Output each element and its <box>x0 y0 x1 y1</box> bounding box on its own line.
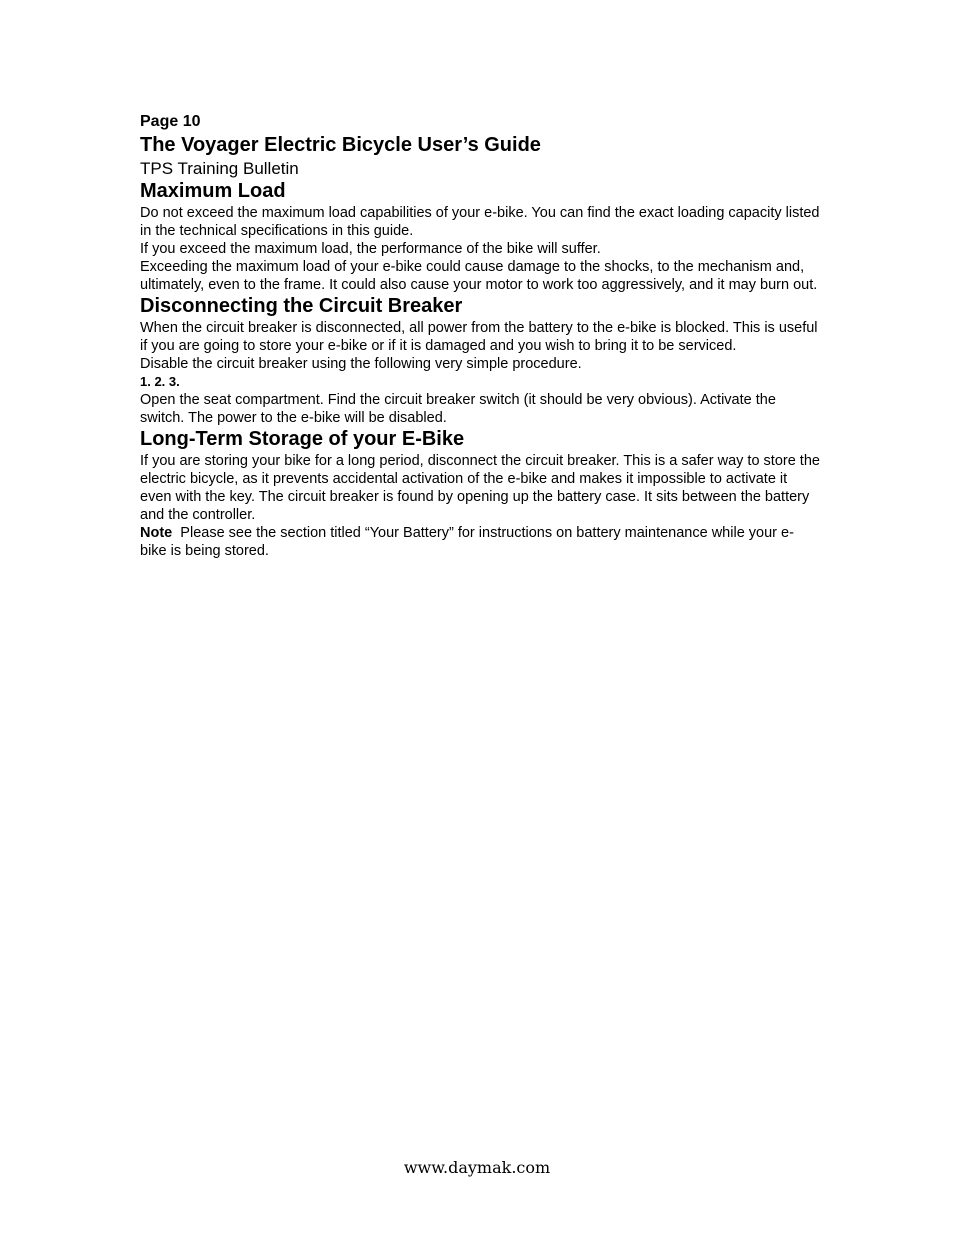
section-circuit-breaker <box>140 294 820 427</box>
section-heading: Disconnecting the Circuit Breaker <box>140 295 463 317</box>
document-subtitle: TPS Training Bulletin <box>140 159 299 178</box>
paragraph: Exceeding the maximum load of your e-bike could cause damage to the shocks, to the mechanism and, ultimately, even to the frame. It could also cause your motor to work too aggressively, and it may burn out. <box>140 259 818 293</box>
section-heading: Maximum Load <box>140 180 286 202</box>
note-text: Please see the section titled “Your Battery” for instructions on battery maintenance while your e-bike is being stored. <box>140 525 794 559</box>
section-long-term-storage <box>140 427 820 560</box>
note-paragraph <box>140 524 820 560</box>
paragraph: Disable the circuit breaker using the following very simple procedure. <box>140 356 582 372</box>
section-heading: Long-Term Storage of your E-Bike <box>140 428 465 450</box>
paragraph: Do not exceed the maximum load capabilities of your e-bike. You can find the exact loading capacity listed in the technical specifications in this guide. <box>140 205 820 239</box>
document-title: The Voyager Electric Bicycle User’s Guide <box>140 134 541 156</box>
page-number: Page 10 <box>140 113 201 130</box>
step-numbers: 1. 2. 3. <box>140 374 180 389</box>
paragraph: Open the seat compartment. Find the circuit breaker switch (it should be very obvious). Activate the switch. The power to the e-bike will be disabled. <box>140 392 776 426</box>
document-body <box>140 112 820 560</box>
note-label: Note <box>140 525 173 541</box>
footer-website: www.daymak.com <box>403 1158 551 1177</box>
paragraph: When the circuit breaker is disconnected, all power from the battery to the e-bike is blocked. This is useful if you are going to store your e-bike or if it is damaged and you wish to bring it to be serviced. <box>140 320 818 354</box>
paragraph: If you are storing your bike for a long period, disconnect the circuit breaker. This is a safer way to store the electric bicycle, as it prevents accidental activation of the e-bike and makes it impossible to activate it even with the key. The circuit breaker is found by opening up the battery case. It sits between the battery and the controller. <box>140 453 820 523</box>
section-maximum-load <box>140 179 820 294</box>
paragraph: If you exceed the maximum load, the performance of the bike will suffer. <box>140 241 601 257</box>
